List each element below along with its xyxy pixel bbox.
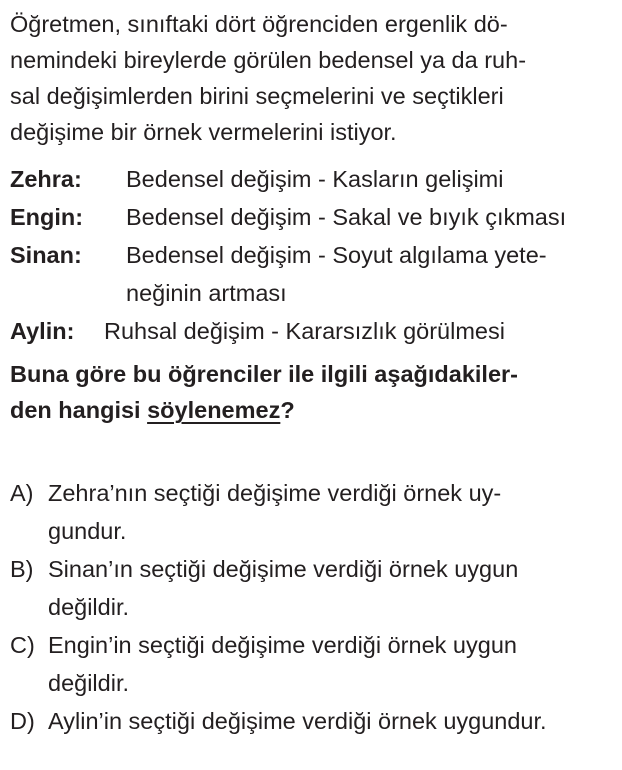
student-name: Engin:: [10, 204, 84, 230]
question-keyword: söylenemez: [147, 397, 281, 423]
option-line: değildir.: [48, 594, 129, 620]
student-row-sinan: [10, 236, 610, 274]
student-row-zehra: [10, 160, 610, 198]
student-name: Zehra:: [10, 166, 82, 192]
option-letter: A): [10, 480, 34, 506]
option-line: Zehra’nın seçtiği değişime verdiği örnek uy-: [48, 480, 502, 506]
option-text: [48, 474, 610, 550]
student-answer-line: Bedensel değişim - Soyut algılama yete-: [126, 242, 547, 268]
option-line: değildir.: [48, 670, 129, 696]
student-list: [10, 160, 610, 350]
student-answer: Bedensel değişim - Kasların gelişimi: [126, 166, 504, 192]
option-line: Engin’in seçtiği değişime verdiği örnek uygun: [48, 632, 517, 658]
option-line: gundur.: [48, 518, 127, 544]
student-row-sinan-cont: [10, 274, 610, 312]
question-suffix: ?: [280, 397, 295, 423]
option-text: [48, 626, 610, 702]
student-name-spacer: [10, 274, 126, 312]
option-a[interactable]: [10, 474, 610, 550]
option-text: [48, 550, 610, 626]
option-b[interactable]: [10, 550, 610, 626]
student-name: Sinan:: [10, 242, 82, 268]
student-answer: Bedensel değişim - Sakal ve bıyık çıkması: [126, 204, 567, 230]
question-stem: [10, 356, 610, 428]
intro-line: nemindeki bireylerde görülen bedensel ya da ruh-: [10, 47, 527, 73]
intro-line: sal değişimlerden birini seçmelerini ve seçtikleri: [10, 83, 504, 109]
intro-line: Öğretmen, sınıftaki dört öğrenciden ergenlik dö-: [10, 11, 508, 37]
option-d[interactable]: [10, 702, 610, 740]
student-row-engin: [10, 198, 610, 236]
option-letter: D): [10, 708, 35, 734]
intro-line: değişime bir örnek vermelerini istiyor.: [10, 119, 397, 145]
student-answer: [126, 236, 610, 274]
question-prefix: den hangisi: [10, 397, 148, 423]
option-line: Aylin’in seçtiği değişime verdiği örnek uygundur.: [48, 708, 547, 734]
option-line: Sinan’ın seçtiği değişime verdiği örnek uygun: [48, 556, 519, 582]
option-text: [48, 702, 610, 740]
option-c[interactable]: [10, 626, 610, 702]
question-line: [10, 392, 610, 428]
student-name: Aylin:: [10, 318, 75, 344]
student-answer: Ruhsal değişim - Kararsızlık görülmesi: [104, 318, 505, 344]
option-letter: C): [10, 632, 35, 658]
answer-options: [10, 474, 610, 740]
question-page: [10, 6, 610, 740]
student-row-aylin: [10, 312, 610, 350]
student-answer-line: neğinin artması: [126, 280, 287, 306]
question-intro: [10, 6, 610, 150]
option-letter: B): [10, 556, 34, 582]
question-line: Buna göre bu öğrenciler ile ilgili aşağıdakiler-: [10, 361, 518, 387]
